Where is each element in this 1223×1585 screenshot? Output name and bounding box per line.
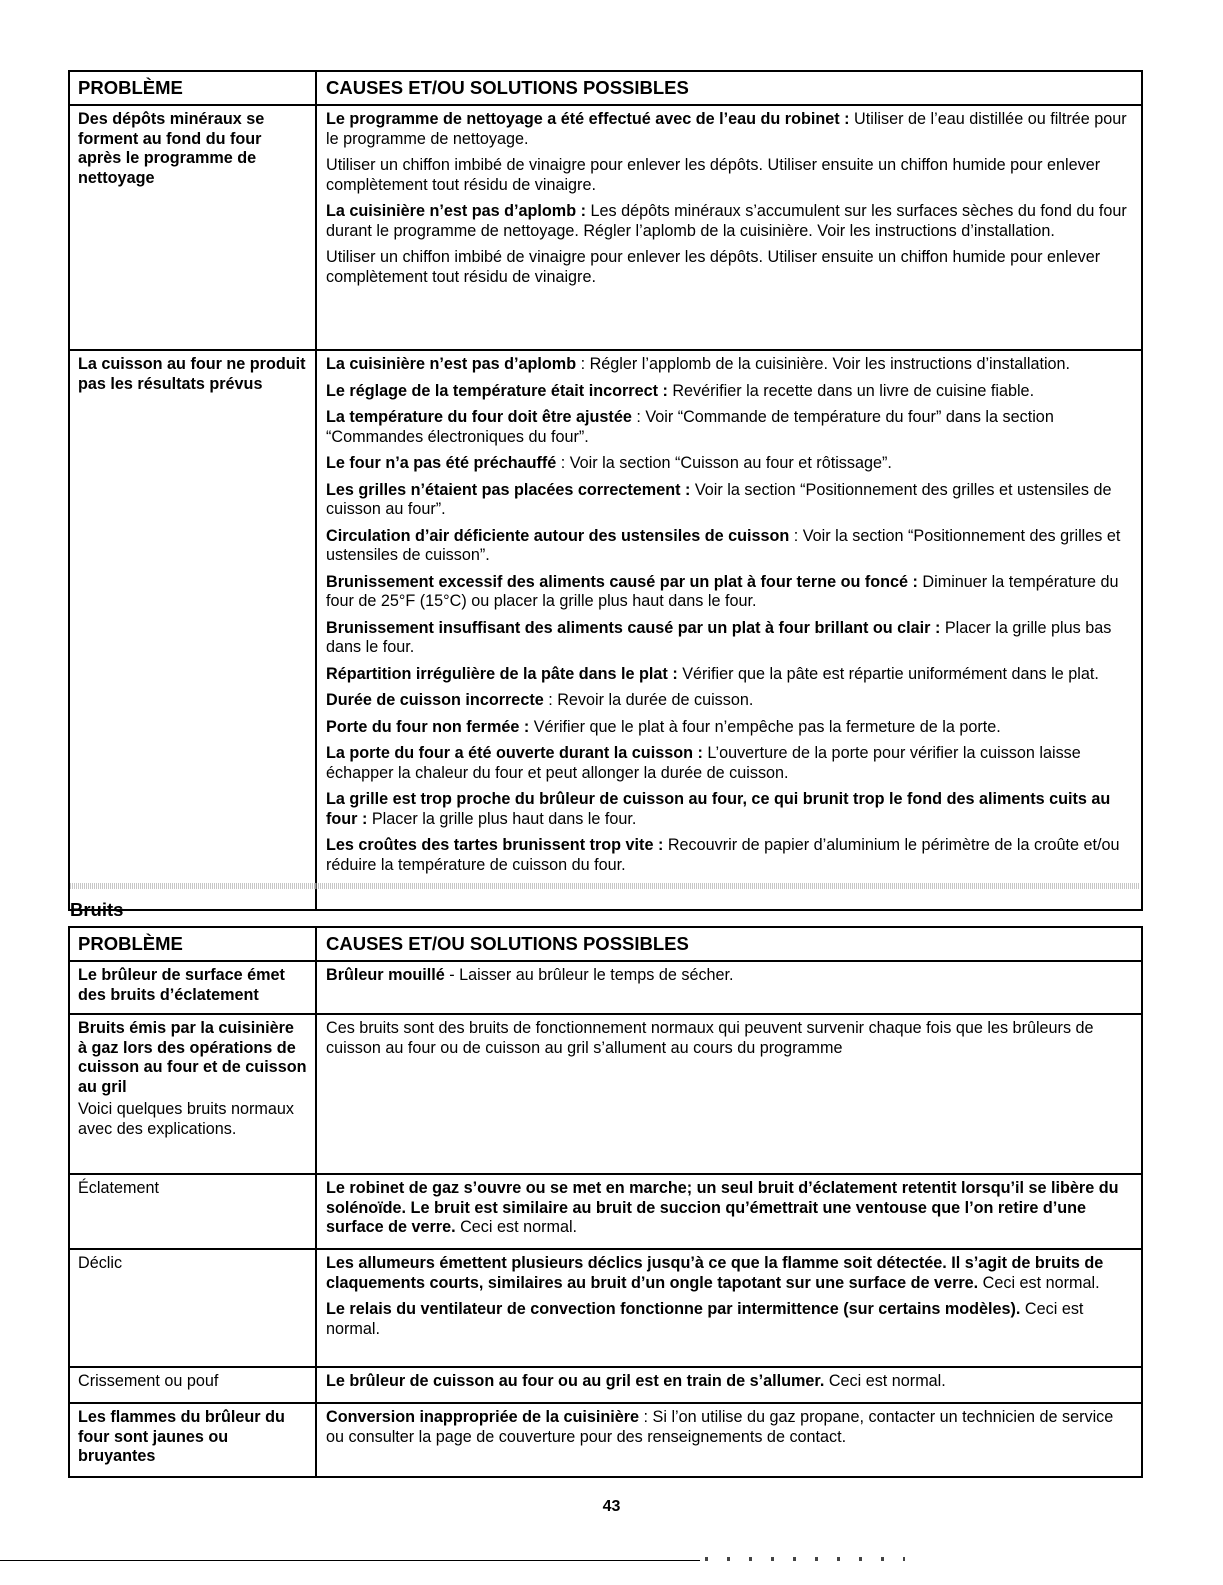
cause-paragraph	[326, 718, 1133, 738]
cause-text: Ceci est normal.	[824, 1372, 946, 1390]
cause-text: Vérifier que le plat à four n’empêche pas la fermeture de la porte.	[529, 717, 1001, 736]
cause-title: La température du four doit être ajustée	[326, 408, 632, 426]
cause-title: Durée de cuisson incorrecte	[326, 691, 544, 709]
cause-text: Voir la section “Positionnement des grilles et ustensiles de cuisson au four”.	[326, 480, 1112, 518]
cause-title: Le four n’a pas été préchauffé	[326, 454, 557, 472]
cause-text: Placer la grille plus haut dans le four.	[367, 809, 637, 828]
cause-paragraph	[326, 355, 1133, 375]
cause-paragraph	[326, 619, 1133, 658]
cause-text: Recouvrir de papier d’aluminium le périmètre de la croûte et/ou réduire la température de cuisson du four.	[326, 836, 1120, 874]
footer-marks	[705, 1557, 905, 1561]
causes-cell	[317, 1368, 1141, 1402]
cause-paragraph	[326, 156, 1133, 195]
cause-title: Brûleur mouillé	[326, 966, 445, 984]
table-row	[70, 1015, 1141, 1175]
header-problem: PROBLÈME	[70, 928, 317, 960]
causes-cell	[317, 1015, 1141, 1173]
causes-cell	[317, 962, 1141, 1013]
cause-text: Utiliser un chiffon imbibé de vinaigre pour enlever les dépôts. Utiliser ensuite un chiffon humide pour enlever complètement tout résidu de vinaigre.	[326, 156, 1101, 194]
cause-text: Les dépôts minéraux s’accumulent sur les surfaces sèches du fond du four durant le programme de nettoyage. Régler l’aplomb de la cuisinière. Voir les instructions d’installation.	[326, 202, 1127, 240]
cause-text: Placer la grille plus bas dans le four.	[326, 618, 1112, 656]
troubleshooting-table-oven	[68, 70, 1143, 911]
table-row	[70, 1250, 1141, 1368]
cause-title: La grille est trop proche du brûleur de cuisson au four, ce qui brunit trop le fond des aliments cuits au four :	[326, 790, 1111, 828]
causes-cell	[317, 1250, 1141, 1366]
cause-paragraph	[326, 110, 1133, 149]
footer-rule	[0, 1560, 700, 1561]
cause-text: : Voir la section “Positionnement des grilles et ustensiles de cuisson”.	[326, 526, 1121, 564]
causes-cell	[317, 1404, 1141, 1476]
problem-cell	[70, 962, 317, 1013]
cause-paragraph	[326, 1372, 1133, 1392]
cause-title: Le robinet de gaz s’ouvre ou se met en marche; un seul bruit d’éclatement retentit lorsqu’il se libère du solénoïde. Le bruit est similaire au bruit de succion qu’émettrait une ventouse que l’on retire d’une surface de verre.	[326, 1179, 1119, 1236]
cause-text: Revérifier la recette dans un livre de cuisine fiable.	[667, 381, 1035, 400]
problem-cell: La cuisson au four ne produit pas les résultats prévus	[70, 351, 317, 909]
cause-paragraph	[326, 248, 1133, 287]
cause-text: L’ouverture de la porte pour vérifier la cuisson laisse échapper la chaleur du four et peut allonger la durée de cuisson.	[326, 744, 1081, 782]
problem-cell	[70, 1175, 317, 1248]
cause-paragraph	[326, 382, 1133, 402]
cause-paragraph	[326, 966, 1133, 986]
page-number: 43	[602, 1498, 621, 1515]
cause-title: Brunissement excessif des aliments causé par un plat à four terne ou foncé :	[326, 572, 918, 591]
cause-paragraph	[326, 408, 1133, 447]
cause-text: : Voir “Commande de température du four” dans la section “Commandes électroniques du four”.	[326, 408, 1054, 446]
cause-text: Diminuer la température du four de 25°F (15°C) ou placer la grille plus haut dans le four.	[326, 572, 1119, 610]
cause-paragraph	[326, 1408, 1133, 1447]
cause-paragraph	[326, 454, 1133, 474]
problem-note: Déclic	[78, 1254, 123, 1272]
problem-cell: Des dépôts minéraux se forment au fond du four après le programme de nettoyage	[70, 106, 317, 349]
cause-text: Ces bruits sont des bruits de fonctionnement normaux qui peuvent survenir chaque fois que les brûleurs de cuisson au four ou de cuisson au gril s’allument au cours du programme	[326, 1019, 1094, 1057]
cause-paragraph	[326, 836, 1133, 875]
cause-title: La porte du four a été ouverte durant la cuisson :	[326, 744, 703, 762]
cause-paragraph	[326, 481, 1133, 520]
cause-text: - Laisser au brûleur le temps de sécher.	[444, 966, 734, 984]
cause-text: : Voir la section “Cuisson au four et rôtissage”.	[556, 454, 892, 472]
cause-text: Vérifier que la pâte est répartie uniformément dans le plat.	[677, 664, 1099, 683]
problem-note: Crissement ou pouf	[78, 1372, 219, 1390]
cause-text: Ceci est normal.	[978, 1273, 1100, 1292]
problem-title: Les flammes du brûleur du four sont jaunes ou bruyantes	[78, 1408, 285, 1465]
cause-title: Conversion inappropriée de la cuisinière	[326, 1408, 640, 1426]
cause-text: : Régler l’applomb de la cuisinière. Voir les instructions d’installation.	[576, 355, 1071, 373]
cause-paragraph	[326, 1019, 1133, 1058]
causes-cell	[317, 106, 1141, 349]
cause-title: Répartition irrégulière de la pâte dans le plat :	[326, 664, 678, 683]
table-row	[70, 962, 1141, 1015]
problem-cell	[70, 1368, 317, 1402]
cause-paragraph	[326, 790, 1133, 829]
causes-cell	[317, 351, 1141, 909]
problem-cell	[70, 1404, 317, 1476]
cause-title: Le brûleur de cuisson au four ou au gril est en train de s’allumer.	[326, 1372, 825, 1390]
cause-title: Les grilles n’étaient pas placées correctement :	[326, 480, 691, 499]
header-causes: CAUSES ET/OU SOLUTIONS POSSIBLES	[326, 77, 689, 99]
troubleshooting-table-noises	[68, 926, 1143, 1478]
cause-title: Les allumeurs émettent plusieurs déclics jusqu’à ce que la flamme soit détectée. Il s’agit de bruits de claquements courts, similaires au bruit d’un ongle tapotant sur une surface de verre.	[326, 1254, 1104, 1292]
cause-title: Brunissement insuffisant des aliments causé par un plat à four brillant ou clair :	[326, 618, 941, 637]
table-header	[70, 72, 1141, 106]
cause-text: Utiliser de l’eau distillée ou filtrée pour le programme de nettoyage.	[326, 110, 1127, 148]
problem-cell	[70, 1015, 317, 1173]
header-causes: CAUSES ET/OU SOLUTIONS POSSIBLES	[326, 933, 689, 955]
cause-paragraph	[326, 691, 1133, 711]
table-header	[70, 928, 1141, 962]
table-row	[70, 106, 1141, 351]
causes-cell	[317, 1175, 1141, 1248]
cause-paragraph	[326, 202, 1133, 241]
cause-paragraph	[326, 1300, 1133, 1339]
problem-note: Éclatement	[78, 1179, 159, 1197]
cause-paragraph	[326, 1254, 1133, 1293]
cause-title: Circulation d’air déficiente autour des ustensiles de cuisson	[326, 526, 790, 545]
problem-note: Voici quelques bruits normaux avec des explications.	[78, 1100, 294, 1138]
cause-text: Utiliser un chiffon imbibé de vinaigre pour enlever les dépôts. Utiliser ensuite un chiffon humide pour enlever complètement tout résidu de vinaigre.	[326, 248, 1101, 286]
cause-text: Ceci est normal.	[326, 1300, 1084, 1338]
cause-text: Ceci est normal.	[455, 1218, 578, 1236]
cause-title: Porte du four non fermée :	[326, 717, 530, 736]
section-divider	[70, 883, 1140, 889]
cause-text: : Revoir la durée de cuisson.	[543, 691, 754, 709]
table-row	[70, 1368, 1141, 1404]
cause-title: La cuisinière n’est pas d’aplomb :	[326, 202, 586, 220]
cause-paragraph	[326, 1179, 1133, 1238]
cause-title: Les croûtes des tartes brunissent trop vite :	[326, 836, 664, 854]
cause-paragraph	[326, 665, 1133, 685]
cause-title: Le relais du ventilateur de convection fonctionne par intermittence (sur certains modèles).	[326, 1300, 1021, 1318]
table-row	[70, 1404, 1141, 1476]
section-title: Bruits	[70, 899, 124, 920]
table-row	[70, 351, 1141, 909]
table-row	[70, 1175, 1141, 1250]
cause-text: : Si l’on utilise du gaz propane, contacter un technicien de service ou consulter la page de couverture pour des renseignements de contact.	[326, 1408, 1114, 1446]
header-problem: PROBLÈME	[70, 72, 317, 104]
problem-title: Le brûleur de surface émet des bruits d’éclatement	[78, 966, 285, 1004]
cause-paragraph	[326, 744, 1133, 783]
cause-title: Le réglage de la température était incorrect :	[326, 381, 668, 400]
problem-title: Bruits émis par la cuisinière à gaz lors des opérations de cuisson au four et de cuisson au gril	[78, 1019, 307, 1096]
cause-title: La cuisinière n’est pas d’aplomb	[326, 355, 577, 373]
cause-title: Le programme de nettoyage a été effectué avec de l’eau du robinet :	[326, 110, 850, 128]
cause-paragraph	[326, 573, 1133, 612]
problem-cell	[70, 1250, 317, 1366]
cause-paragraph	[326, 527, 1133, 566]
